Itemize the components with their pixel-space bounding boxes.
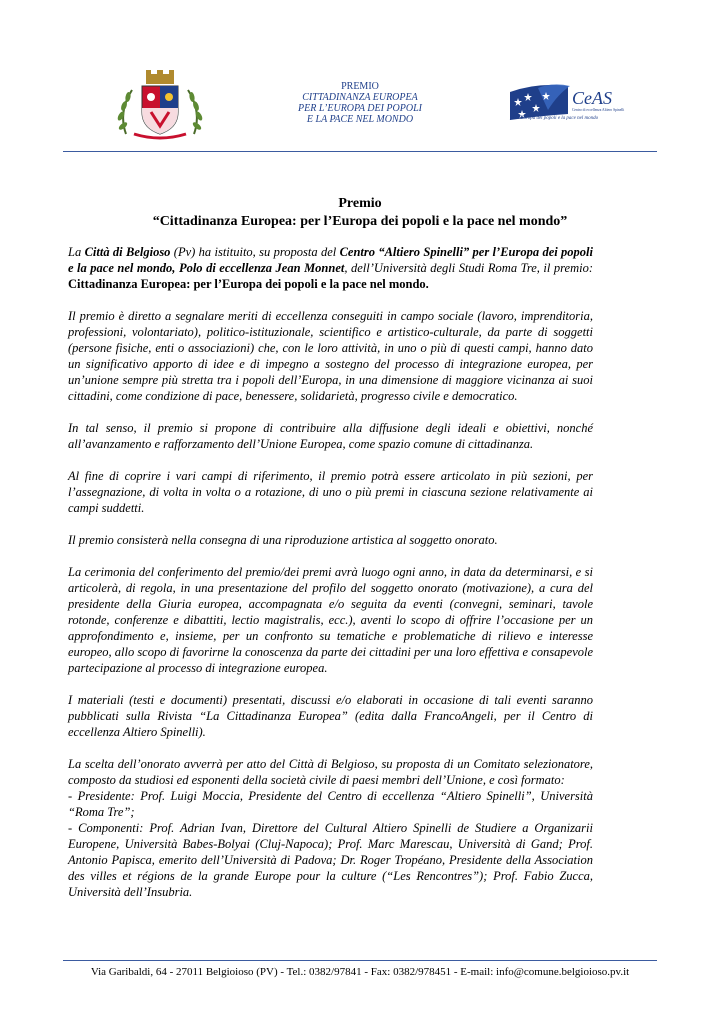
intro-award-name: Cittadinanza Europea: per l’Europa dei popoli e la pace nel mondo. [68,277,429,291]
award-title-line4: E LA PACE NEL MONDO [306,114,414,125]
footer-divider [63,960,657,961]
paragraph-sections: Al fine di coprire i vari campi di riferimento, il premio potrà essere articolato in più sezioni, per l’assegnazione, di volta in volta o a rotazione, di uno o più premi in ciascuna sezione relativamente ai campi suddetti. [68,469,593,515]
paragraph-ceremony: La cerimonia del conferimento del premio/dei premi avrà luogo ogni anno, in data da determinarsi, e si articolerà, di regola, in una presentazione del profilo del soggetto onorato (motivazione), a cura del presidente della Giuria europea, accompagnata e/o seguita da eventi (convegni, seminari, tavole rotonde, conferenze e dibattiti, lectio magistralis, ecc.), aventi lo scopo di offrire l’occasione per un approfondimento e, insieme, per un confronto su tematiche e problematiche di rilievo e interesse europeo, allo scopo di favorirne la conoscenza da parte dei cittadini per una loro effettiva e consapevole partecipazione al processo di integrazione europea. [68,565,594,675]
award-title-line3: PER L’EUROPA DEI POPOLI [298,103,422,114]
committee-members: - Componenti: Prof. Adrian Ivan, Direttore del Cultural Altiero Spinelli de Studiere a Organizarii Europene, Università Babes-Bolyai (Cluj-Napoca); Prof. Marc Marescau, Università di Gand; Prof. Antonio Papisca, emerito dell’Università di Padova; Dr. Roger Tropéano, Presidente della Association des villes et régions de la grande Europe pour la culture (“Les Rencontres”); Prof. Fabio Zucca, Università dell’Insubria. [68,821,593,899]
paragraph-materials: I materiali (testi e documenti) presentati, discussi e/o elaborati in occasione di tali eventi saranno pubblicati sulla Rivista “La Cittadinanza Europea” (edita dalla FrancoAngeli, per il Centro di eccellenza Altiero Spinelli). [68,693,593,739]
intro-text-2: (Pv) ha istituito, su proposta del [170,245,340,259]
header-divider [63,151,657,152]
intro-centre: Centro “Altiero Spinelli” per l’Europa dei popoli e la pace nel mondo, Polo di eccellenza Jean Monnet [68,245,594,275]
document-title [63,195,657,231]
intro-text-3: , dell’Università degli Studi Roma Tre, il premio: [344,261,593,275]
ceas-subtitle: per l'Europa dei popoli e la pace nel mondo [510,116,599,121]
ceas-logo-tagline: Centro di eccellenza Altiero Spinelli [572,108,625,112]
committee-intro: La scelta dell’onorato avverrà per atto del Città di Belgioso, su proposta di un Comitato selezionatore, composto da studiosi ed esponenti della società civile di paesi membri dell’Unione, e così formato: [68,757,593,787]
city-crest-icon [112,68,208,142]
award-title-block [282,81,438,125]
document-body [68,244,593,916]
footer-address: Via Garibaldi, 64 - 27011 Belgioioso (PV) - Tel.: 0382/97841 - Fax: 0382/978451 - E-mail: info@comune.belgioioso.pv.it [90,966,630,978]
intro-paragraph [68,244,593,292]
intro-city: Città di Belgioso [84,245,171,259]
letterhead [0,0,724,155]
award-title-line2: CITTADINANZA EUROPEA [302,92,418,103]
intro-text-1: La [68,245,85,259]
paragraph-committee [68,756,593,900]
paragraph-purpose: Il premio è diretto a segnalare meriti di eccellenza conseguiti in campo sociale (lavoro, imprenditoria, professioni, volontariato), politico-istituzionale, scientifico e artistico-culturale, da parte di soggetti (persone fisiche, enti o associazioni) che, con le loro attività, in uno o più di questi campi, hanno dato un significativo apporto di idee e di impegno a sostegno del processo di integrazione europea, per un’unione sempre più stretta tra i popoli dell’Europa, in una dimensione di maggiore vicinanza ai suoi cittadini, come condizione di pace, benessere, solidarietà, progresso civile e democratico. [68,309,593,403]
paragraph-prize: Il premio consisterà nella consegna di una riproduzione artistica al soggetto onorato. [68,533,498,547]
document-title-line1: Premio [338,196,382,211]
ceas-logo-text: CeAS [572,88,612,108]
paragraph-aim: In tal senso, il premio si propone di contribuire alla diffusione degli ideali e obiettivi, nonché all’avanzamento e rafforzamento dell’Unione Europea, come spazio comune di cittadinanza. [68,421,593,451]
award-title-line1: PREMIO [341,81,379,92]
document-title-line2: “Cittadinanza Europea: per l’Europa dei popoli e la pace nel mondo” [152,214,568,229]
committee-president: - Presidente: Prof. Luigi Moccia, Presidente del Centro di eccellenza “Altiero Spinelli”, Università “Roma Tre”; [68,789,593,819]
